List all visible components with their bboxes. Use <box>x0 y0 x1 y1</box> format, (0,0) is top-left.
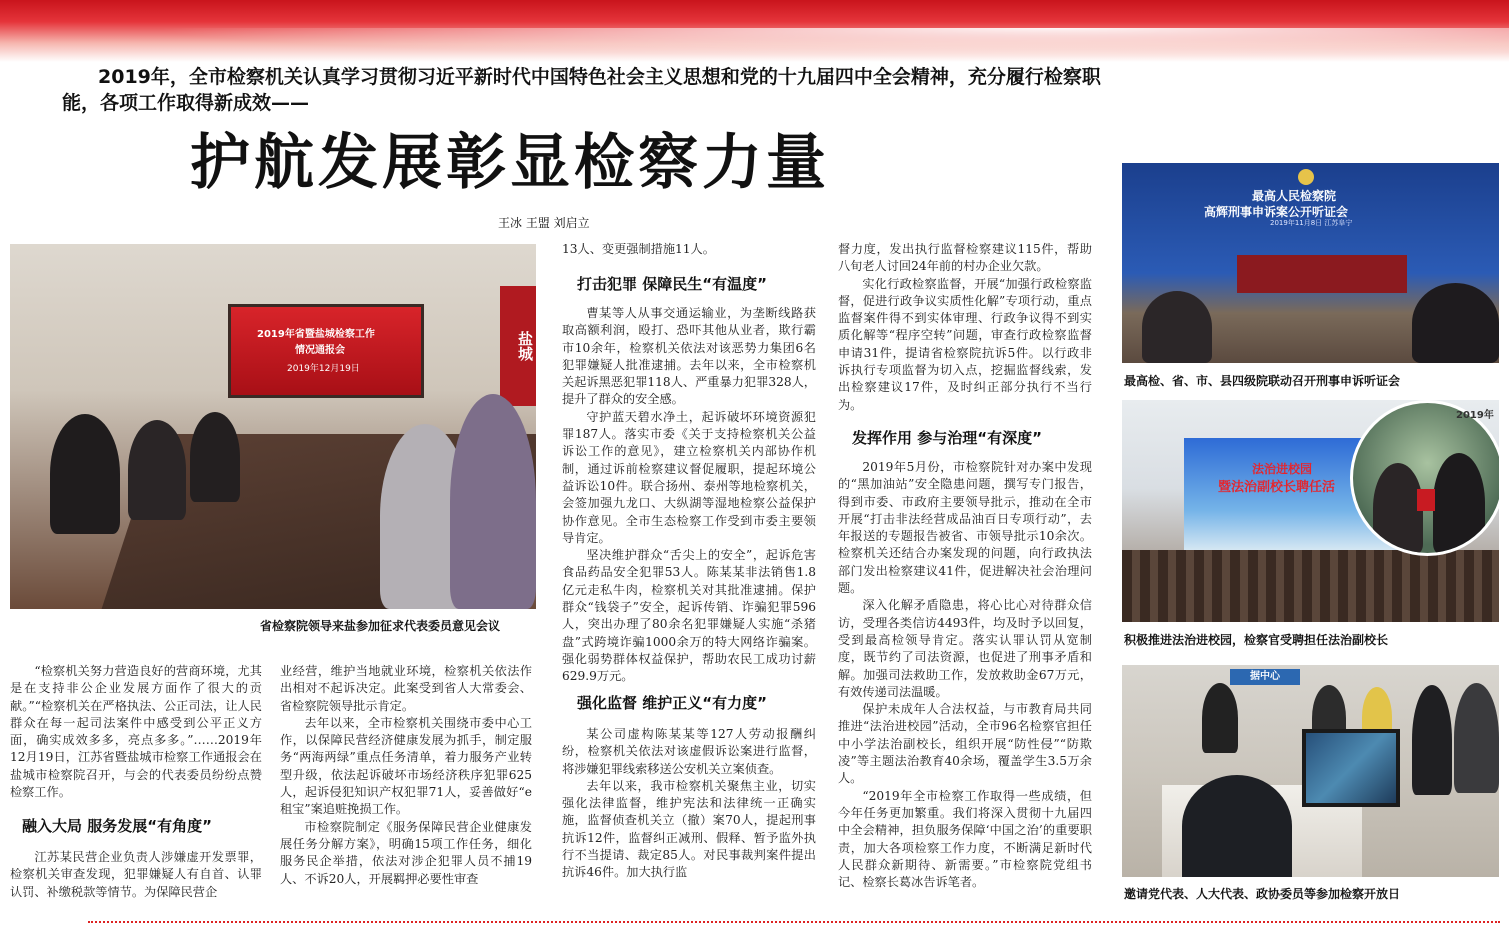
paragraph: 坚决维护群众“舌尖上的安全”，起诉危害食品药品安全犯罪53人。陈某某非法销售1.8亿元走私牛肉，检察机关对其批准逮捕。保护群众“钱袋子”安全，起诉传销、诈骗犯罪596人，突出办理了80余名犯罪嫌疑人实施“杀猪盘”式跨境诈骗1000余万的特大网络诈骗案。强化弱势群体权益保护，帮助农民工成功讨薪629.9万元。 <box>562 548 816 684</box>
paragraph: 业经营，维护当地就业环境，检察机关依法作出相对不起诉决定。此案受到省人大常委会、省检察院领导批示肯定。 <box>280 664 532 713</box>
meeting-caption: 省检察院领导来盐参加征求代表委员意见会议 <box>260 619 501 633</box>
paragraph: 实化行政检察监督，开展“加强行政检察监督，促进行政争议实质性化解”专项行动，重点监督案件得不到实体审理、行政争议得不到实质化解等“程序空转”问题，审查行政检察监督申请31件，提请省检察院抗诉5件。以行政非诉执行专项监督为切入点，挖掘监督线索，发出检察建议17件，及时纠正部分执行不当行为。 <box>838 276 1092 412</box>
hearing-banner-date: 2019年11月8日 江苏阜宁 <box>1270 219 1353 227</box>
hearing-desk <box>1237 255 1407 293</box>
paragraph: 13人、变更强制措施11人。 <box>562 242 715 256</box>
attendee <box>1454 683 1499 793</box>
wall-sign: 盐城 <box>500 286 536 406</box>
attendee <box>1433 453 1485 553</box>
screen-date: 2019年12月19日 <box>287 364 360 374</box>
column-4-lower <box>838 459 1092 891</box>
meeting-screen <box>228 304 424 398</box>
openday-wall-sign: 据中心 <box>1230 669 1300 685</box>
school-photo <box>1122 400 1499 622</box>
paragraph: 督力度，发出执行监督检察建议115件，帮助八旬老人讨回24年前的村办企业欠款。 <box>838 242 1092 274</box>
lead-paragraph: 2019年，全市检察机关认真学习贯彻习近平新时代中国特色社会主义思想和党的十九届四中全会精神，充分履行检察职能，各项工作取得新成效—— <box>62 66 1101 114</box>
attendee <box>1202 683 1238 753</box>
attendee <box>50 414 120 534</box>
attendee <box>450 394 536 609</box>
paragraph: 曹某等人从事交通运输业，为垄断线路获取高额利润，殴打、恐吓其他从业者，欺行霸市10余年，检察机关依法对该恶势力集团6名犯罪嫌疑人批准逮捕。去年以来，全市检察机关起诉黑恶犯罪118人、严重暴力犯罪328人，提升了群众的安全感。 <box>562 306 816 407</box>
map-monitor <box>1302 729 1400 807</box>
paragraph: 市检察院制定《服务保障民营企业健康发展任务分解方案》，明确15项工作任务，细化服务民企举措，依法对涉企犯罪人员不捕19人、不诉20人，开展羁押必要性审查 <box>280 819 532 886</box>
meeting-photo <box>10 244 536 609</box>
stage-line1: 法治进校园 <box>1252 462 1313 476</box>
screen-title: 2019年省暨盐城检察工作 <box>257 329 375 340</box>
hearing-banner-line1: 最高人民检察院 <box>1252 189 1337 203</box>
openday-photo <box>1122 665 1499 877</box>
attendee <box>1373 463 1423 553</box>
column-1-lower <box>10 849 262 901</box>
paragraph: 保护未成年人合法权益，与市教育局共同推进“法治进校园”活动，全市96名检察官担任中小学法治副校长，组织开展“防性侵”“防欺凌”等主题法治教育40余场，覆盖学生3.5万余人。 <box>838 702 1092 786</box>
paragraph: 去年以来，全市检察机关围绕市委中心工作，以保障民营经济健康发展为抓手，制定服务“两海两绿”重点任务清单，着力服务产业转型升级，依法起诉破坏市场经济秩序犯罪625人，起诉侵犯知识产权犯罪71人，妥善做好“e租宝”案追赃挽损工作。 <box>280 715 532 817</box>
section-heading: 打击犯罪 保障民生“有温度” <box>577 275 767 293</box>
operator <box>1182 775 1292 877</box>
paragraph: 去年以来，我市检察机关聚焦主业，切实强化法律监督，维护宪法和法律统一正确实施，监督侦查机关立（撤）案70人，提起刑事抗诉12件，监督纠正减刑、假释、暂予监外执行不当提请、裁定85人。对民事裁判案件提出抗诉46件。加大执行监 <box>562 778 816 880</box>
column-3 <box>562 305 816 686</box>
hearing-banner-line2: 高辉刑事申诉案公开听证会 <box>1204 205 1349 219</box>
paragraph: “2019年全市检察工作取得一些成绩，但今年任务更加繁重。我们将深入贯彻十九届四中全会精神，担负服务保障‘中国之治’的重要职责，加大各项检察工作力度，不断满足新时代人民群众新期待、新需要。”市检察院党组书记、检察长葛冰告诉笔者。 <box>838 788 1092 890</box>
attendee <box>128 420 186 520</box>
screen-subtitle: 情况通报会 <box>295 345 345 356</box>
paragraph: 守护蓝天碧水净土，起诉破坏环境资源犯罪187人。落实市委《关于支持检察机关公益诉讼工作的意见》，建立检察机关内部协作机制，通过诉前检察建议督促履职，提起环境公益诉讼10件。联合扬州、泰州等地检察机关，会签加强九龙口、大纵湖等湿地检察公益保护协作意见。全市生态检察工作受到市委主要领导肯定。 <box>562 409 816 545</box>
audience <box>1122 550 1499 622</box>
section-heading: 强化监督 维护正义“有力度” <box>577 694 767 712</box>
emblem-icon <box>1298 169 1314 185</box>
byline: 王冰 王盟 刘启立 <box>498 216 590 230</box>
attendee <box>190 412 240 502</box>
attendee <box>1412 685 1452 795</box>
section-heading: 融入大局 服务发展“有角度” <box>22 817 212 835</box>
section-heading: 发挥作用 参与治理“有深度” <box>852 429 1042 447</box>
paragraph: “检察机关努力营造良好的营商环境，尤其是在支持非公企业发展方面作了很大的贡献。”“检察机关在严格执法、公正司法，让人民群众在每一起司法案件中感受到公平正义方面，确实成效多多，亮点多多。”……2019年12月19日，江苏省暨盐城市检察工作通报会在盐城市检察院召开，与会的代表委员纷纷点赞检察工作。 <box>10 664 262 800</box>
stage-line2: 暨法治副校长聘任活 <box>1218 480 1336 495</box>
header-swoosh <box>0 28 1509 62</box>
school-caption: 积极推进法治进校园，检察官受聘担任法治副校长 <box>1124 633 1389 647</box>
headline: 护航发展彰显检察力量 <box>190 128 830 198</box>
certificate <box>1417 489 1435 511</box>
column-3-lower <box>562 726 816 882</box>
attendee <box>1142 291 1212 363</box>
column-1 <box>10 663 262 801</box>
hearing-caption: 最高检、省、市、县四级院联动召开刑事申诉听证会 <box>1124 374 1401 388</box>
paragraph: 某公司虚构陈某某等127人劳动报酬纠纷，检察机关依法对该虚假诉讼案进行监督，将涉嫌犯罪线索移送公安机关立案侦查。 <box>562 727 816 776</box>
award-inset <box>1350 400 1499 556</box>
column-2 <box>280 663 532 888</box>
column-3-top <box>562 241 816 258</box>
year-label: 2019年 <box>1456 410 1494 421</box>
paragraph: 深入化解矛盾隐患，将心比心对待群众信访，受理各类信访4493件，均及时予以回复，受到最高检领导肯定。落实认罪认罚从宽制度，既节约了司法资源，也促进了刑事矛盾和解。加强司法救助工作，发放救助金67万元，有效传递司法温暖。 <box>838 598 1092 699</box>
openday-caption: 邀请党代表、人大代表、政协委员等参加检察开放日 <box>1124 887 1401 901</box>
attendee <box>1412 283 1499 363</box>
hearing-photo <box>1122 163 1499 363</box>
paragraph: 江苏某民营企业负责人涉嫌虚开发票罪，检察机关审查发现，犯罪嫌疑人有自首、认罪认罚、补缴税款等情节。为保障民营企 <box>10 850 262 899</box>
paragraph: 2019年5月份，市检察院针对办案中发现的“黑加油站”安全隐患问题，撰写专门报告，得到市委、市政府主要领导批示，推动在全市开展“打击非法经营成品油百日专项行动”，去年报送的专题报告被省、市领导批示10余次。检察机关还结合办案发现的问题，向行政执法部门发出检察建议41件，促进解决社会治理问题。 <box>838 460 1092 596</box>
column-4 <box>838 241 1092 414</box>
bottom-divider <box>88 921 1500 923</box>
